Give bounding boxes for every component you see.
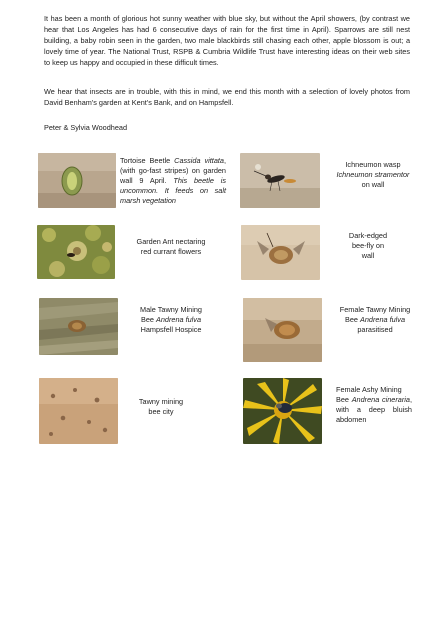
photo-bee-fly (241, 225, 320, 280)
caption-bee-fly: Dark-edged bee-fly on wall (348, 231, 388, 260)
photo-male-tawny-mining-bee (39, 298, 118, 355)
photo-female-tawny-mining-bee (243, 298, 322, 362)
insects-paragraph: We hear that insects are in trouble, with this in mind, we end this month with a selection of lovely photos from David Benham's garden at Kent's Bank, and on Hampsfell. (44, 87, 410, 107)
signature: Peter & Sylvia Woodhead (44, 123, 128, 132)
caption-tortoise-beetle: Tortoise Beetle Cassida vittata, (with go-fast stripes) on garden wall 9 April. This beetle is uncommon. It feeds on salt marsh vegetation (120, 156, 226, 205)
photo-female-ashy-mining-bee (243, 378, 322, 444)
intro-paragraph: It has been a month of glorious hot sunny weather with blue sky, but without the April showers, (by contrast we hear that Los Angeles has had 6 consecutive days of rain for the first time in April). Sparrows are still nest building, a baby robin seen in the garden, two male blackbirds still chasing each other, apple blossom is out; a lovely time of year. The National Trust, RSPB & Cumbria Wildlife Trust have interesting ideas on their web sites to keep us happy and occupied in these difficult times. (44, 14, 410, 67)
caption-female-tawny-mining-bee: Female Tawny Mining Bee Andrena fulva parasitised (339, 305, 411, 334)
photo-tawny-mining-bee-city (39, 378, 118, 444)
photo-tortoise-beetle (38, 153, 116, 208)
caption-ichneumon-wasp: Ichneumon wasp Ichneumon stramentor on wall (336, 160, 410, 189)
photo-garden-ant (37, 225, 115, 279)
caption-male-tawny-mining-bee: Male Tawny Mining Bee Andrena fulva Hampsfell Hospice (140, 305, 202, 334)
caption-garden-ant: Garden Ant nectaring red currant flowers (136, 237, 206, 256)
caption-tawny-mining-bee-city: Tawny mining bee city (138, 397, 184, 416)
photo-ichneumon-wasp (240, 153, 320, 208)
caption-female-ashy-mining-bee: Female Ashy Mining Bee Andrena cineraria, with a deep bluish abdomen (336, 385, 412, 424)
